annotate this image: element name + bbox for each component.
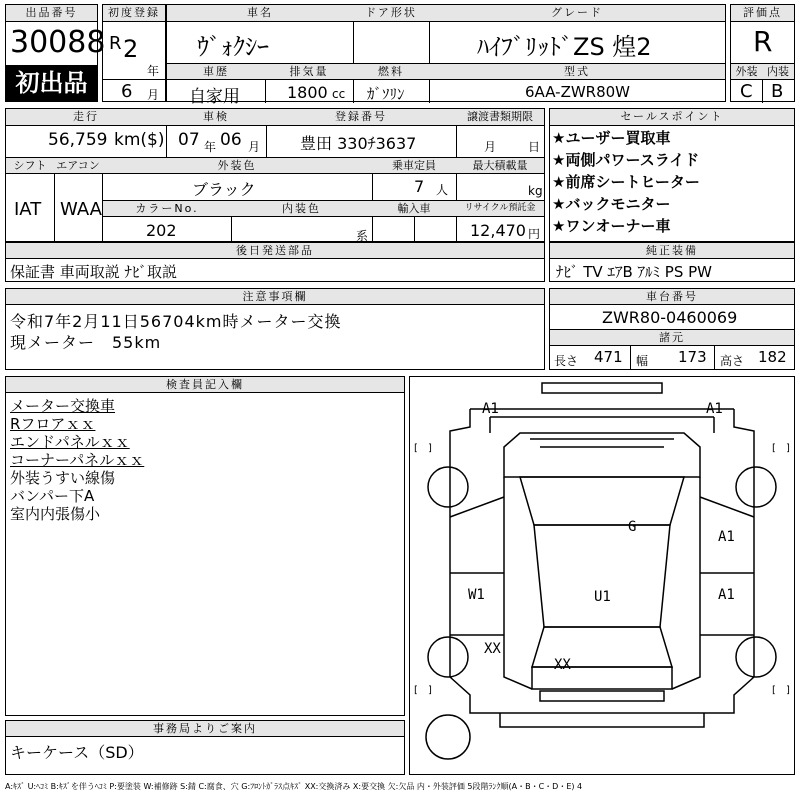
- mileage-unit: km($): [114, 130, 165, 150]
- office-label: 事務局よりご案内: [6, 721, 404, 737]
- model-label: 型式: [429, 64, 725, 80]
- inspector-line: エンドパネルｘｘ: [10, 433, 130, 451]
- chassis-block: [549, 288, 795, 370]
- length: 471: [594, 348, 623, 366]
- legend-text: A:ｷｽﾞ U:ﾍｺﾐ B:ｷｽﾞを伴うﾍｺﾐ P:要塗装 W:補修跡 S:錆 C:腐食、穴 G:ﾌﾛﾝﾄｶﾞﾗｽ点ｷｽﾞ XX:交換済み X:要交換 欠:欠品 内・外装評価 5段階ﾗﾝｸ順(A・B・C・D・E) 4: [5, 782, 583, 791]
- fuel-label: 燃料: [353, 64, 430, 80]
- load-unit: kg: [528, 184, 543, 198]
- door-label: ドア形状: [353, 5, 430, 22]
- equipment-block: [549, 242, 795, 282]
- capacity-unit: 人: [436, 183, 449, 197]
- width-label: 幅: [636, 354, 649, 368]
- interior-label: 内装: [762, 64, 794, 80]
- svg-text:[: [: [414, 443, 418, 454]
- insp-year: 07: [178, 130, 200, 150]
- inspector-label: 検査員記入欄: [6, 377, 404, 393]
- spec-table: [5, 108, 545, 242]
- chassis-label: 車台番号: [550, 289, 794, 305]
- length-label: 長さ: [554, 354, 579, 368]
- inspector-line: 室内内張傷小: [10, 505, 101, 523]
- era: R: [109, 33, 122, 54]
- insp-year-unit: 年: [204, 140, 217, 154]
- sales-points-block: [549, 108, 795, 242]
- first-reg-label: 初度登録: [103, 5, 165, 22]
- recycle: 12,470: [470, 221, 526, 240]
- history-label: 車歴: [167, 64, 266, 80]
- notes-block: [5, 288, 545, 370]
- inspector-line: Rフロアｘｘ: [10, 415, 96, 433]
- capacity: 7: [414, 177, 425, 196]
- plate: 豊田 330ﾁ3637: [300, 134, 417, 153]
- notes-label: 注意事項欄: [6, 289, 544, 305]
- displacement-label: 排気量: [265, 64, 354, 80]
- inspector-line: 外装うすい線傷: [10, 469, 116, 487]
- mark-a1-front-right: A1: [706, 401, 723, 417]
- car-diagram: [409, 376, 795, 775]
- office-block: [5, 720, 405, 775]
- insp-month: 06: [220, 130, 242, 150]
- year-unit: 年: [147, 64, 160, 78]
- color-label: 外装色: [102, 158, 373, 174]
- equipment-label: 純正装備: [550, 243, 794, 259]
- capacity-label: 乗車定員: [372, 158, 457, 174]
- svg-text:[: [: [772, 685, 776, 696]
- insp-month-unit: 月: [248, 140, 261, 154]
- later-parts-label: 後日発送部品: [6, 243, 544, 259]
- chassis-no: ZWR80-0460069: [602, 308, 738, 327]
- notes-line-1: 令和7年2月11日56704km時メーター交換: [10, 312, 342, 331]
- grade: ﾊｲﾌﾞﾘｯﾄﾞZS 煌2: [477, 33, 652, 61]
- svg-text:]: ]: [428, 685, 432, 696]
- shift: IAT: [14, 199, 42, 220]
- top-header-block: [5, 4, 795, 107]
- office-text: キーケース（SD）: [10, 743, 144, 762]
- displacement: 1800: [287, 83, 328, 102]
- car-name-label: 車名: [167, 5, 354, 22]
- mark-a1-right-front-door: A1: [718, 529, 735, 545]
- mark-w1-left-door: W1: [468, 587, 485, 603]
- shift-label: シフト: [6, 158, 55, 174]
- sales-point-item: ★両側パワースライド: [552, 151, 700, 169]
- transfer-label: 譲渡書類期限: [456, 109, 544, 126]
- inspector-line: バンパー下A: [10, 487, 95, 505]
- inspector-line: コーナーパネルｘｘ: [10, 451, 145, 469]
- mileage: 56,759: [48, 130, 108, 150]
- rating-label: 評価点: [731, 5, 794, 22]
- first-reg-block: [102, 4, 166, 102]
- height: 182: [758, 348, 787, 366]
- color-no-label: カラーNo.: [103, 201, 232, 217]
- svg-text:]: ]: [786, 443, 790, 454]
- int-color-unit: 系: [356, 229, 369, 243]
- svg-text:]: ]: [428, 443, 432, 454]
- exterior-grade: C: [740, 81, 753, 102]
- car-diagram-svg: [410, 377, 794, 774]
- sales-point-item: ★ワンオーナー車: [552, 217, 671, 235]
- ac-label: エアコン: [54, 158, 103, 174]
- color: ブラック: [192, 180, 256, 199]
- sales-point-item: ★前席シートヒーター: [552, 173, 700, 191]
- inspector-block: [5, 376, 405, 716]
- month: 6: [121, 81, 133, 102]
- inspection-label: 車検: [166, 109, 267, 126]
- grade-label: グレード: [429, 5, 725, 22]
- car-name: ｳﾞｫｸｼｰ: [197, 33, 269, 61]
- rating: R: [753, 25, 773, 58]
- first-listing-badge: 初出品: [6, 65, 97, 101]
- load-label: 最大積載量: [456, 158, 544, 174]
- svg-text:[: [: [772, 443, 776, 454]
- plate-label: 登録番号: [266, 109, 457, 126]
- color-no: 202: [146, 221, 177, 240]
- model: 6AA-ZWR80W: [525, 83, 631, 101]
- ac: WAA: [60, 199, 102, 220]
- int-color-label: 内装色: [231, 201, 373, 217]
- recycle-unit: 円: [528, 227, 541, 241]
- transfer-month: 月: [484, 140, 497, 154]
- mark-xx-rear-floor: XX: [554, 657, 571, 673]
- transfer-day: 日: [528, 140, 541, 154]
- mileage-label: 走行: [6, 109, 167, 126]
- equipment-text: ﾅﾋﾞ TV ｴｱB ｱﾙﾐ PS PW: [556, 263, 712, 281]
- sales-point-item: ★ユーザー買取車: [552, 129, 671, 147]
- inspector-line: メーター交換車: [10, 397, 116, 415]
- lot-block: [5, 4, 106, 102]
- month-unit: 月: [147, 88, 160, 102]
- mark-g-windshield: G: [628, 519, 637, 535]
- exterior-label: 外装: [731, 64, 763, 80]
- width: 173: [678, 348, 707, 366]
- rating-block: [730, 4, 795, 102]
- mark-xx-left-rear: XX: [484, 641, 501, 657]
- svg-text:]: ]: [786, 685, 790, 696]
- import-label: 輸入車: [372, 201, 457, 217]
- sales-points-label: セールスポイント: [550, 109, 794, 126]
- mark-a1-front-left: A1: [482, 401, 499, 417]
- sales-point-item: ★バックモニター: [552, 195, 671, 213]
- era-year: 2: [123, 35, 139, 63]
- mark-u1-roof: U1: [594, 589, 611, 605]
- vehicle-info-table: [166, 4, 726, 107]
- lot-no-label: 出品番号: [6, 5, 97, 22]
- interior-grade: B: [771, 81, 784, 102]
- notes-line-2: 現メーター 55km: [10, 333, 162, 352]
- history: 自家用: [189, 87, 240, 107]
- later-parts-block: [5, 242, 545, 282]
- displacement-unit: cc: [332, 87, 346, 101]
- later-parts-text: 保証書 車両取説 ﾅﾋﾞ取説: [10, 263, 178, 281]
- svg-text:[: [: [414, 685, 418, 696]
- dims-label: 諸元: [550, 330, 794, 346]
- lot-no: 30088: [10, 25, 106, 60]
- mark-a1-right-rear-door: A1: [718, 587, 735, 603]
- recycle-label: リサイクル預託金: [456, 201, 544, 217]
- fuel: ｶﾞｿﾘﾝ: [367, 85, 405, 103]
- height-label: 高さ: [720, 354, 745, 368]
